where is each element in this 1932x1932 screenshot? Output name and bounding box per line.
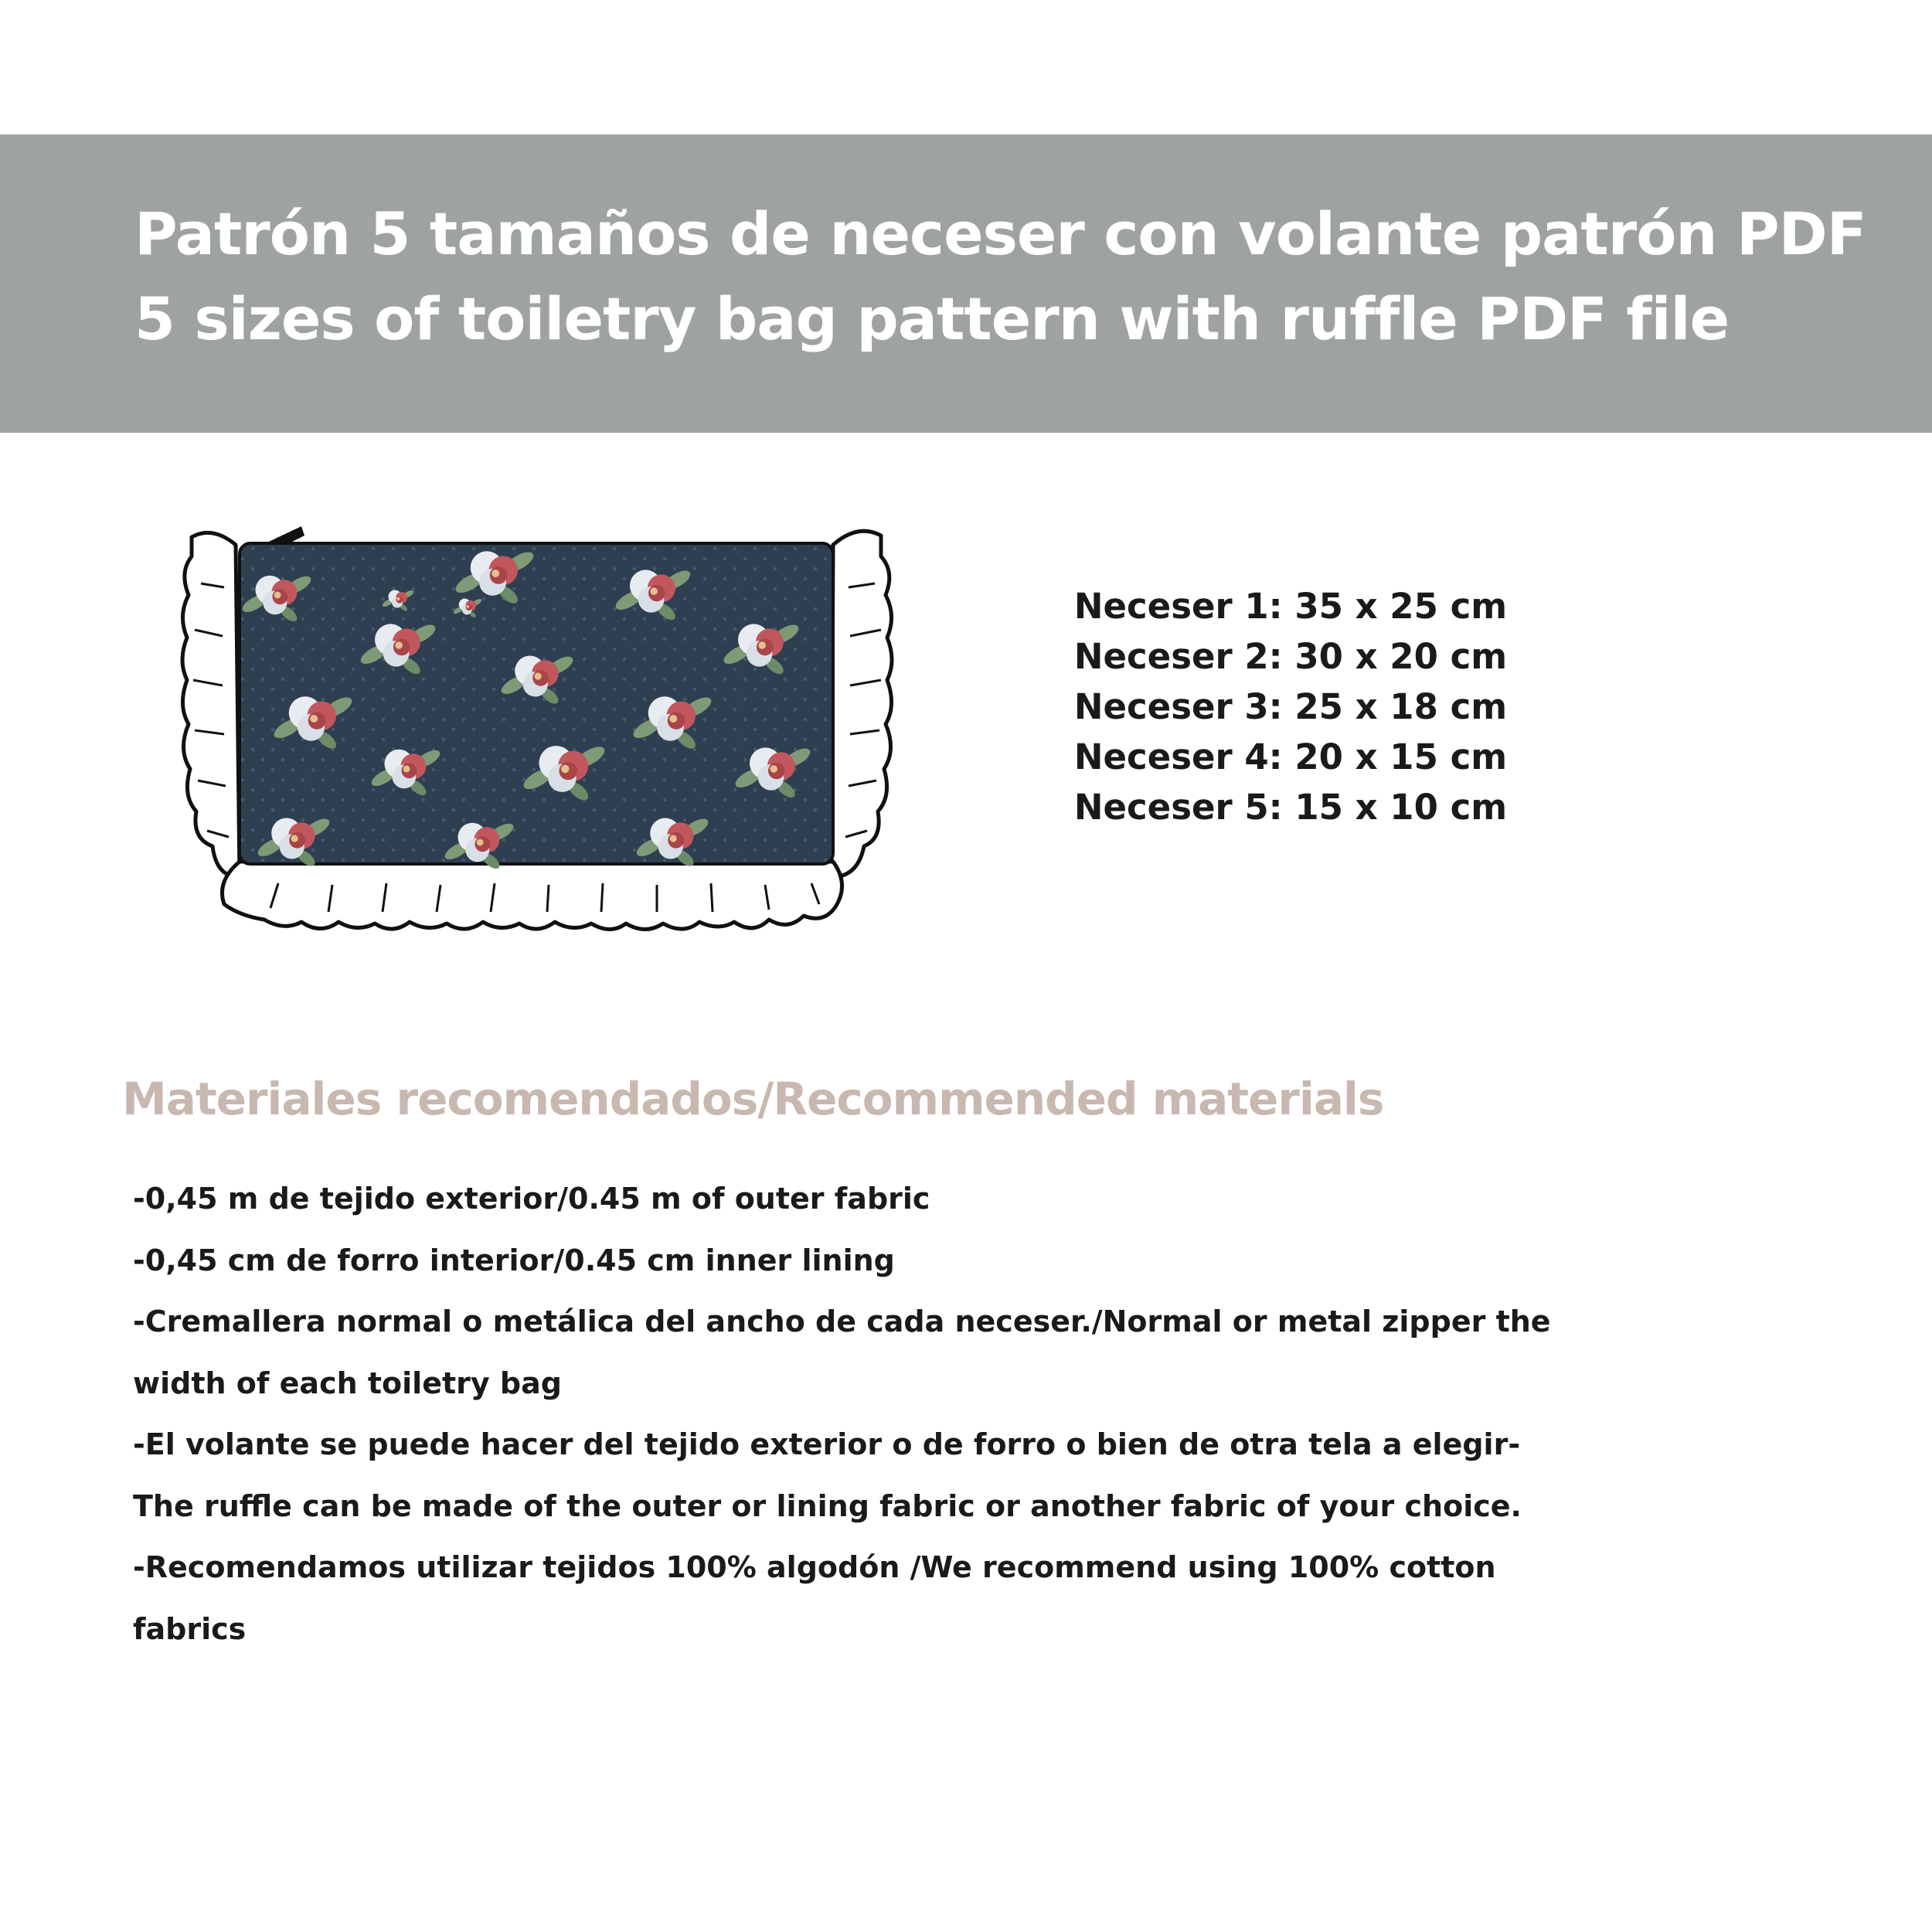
materials-line: width of each toiletry bag <box>133 1366 562 1400</box>
right-ruffle <box>832 531 892 877</box>
materials-line: The ruffle can be made of the outer or lining fabric or another fabric of your choice. <box>133 1488 1522 1523</box>
title-english: 5 sizes of toiletry bag pattern with ruffle PDF file <box>134 284 1730 353</box>
size-item: Neceser 2: 30 x 20 cm <box>1073 636 1508 677</box>
header-banner <box>0 134 1932 433</box>
materials-list <box>133 1168 1551 1660</box>
materials-line: -Recomendamos utilizar tejidos 100% algodón /We recommend using 100% cotton <box>133 1550 1496 1584</box>
materials-line: fabrics <box>133 1611 247 1646</box>
materials-line: -El volante se puede hacer del tejido exterior o de forro o bien de otra tela a elegir- <box>133 1427 1521 1461</box>
toiletry-bag-illustration <box>178 514 896 939</box>
bottom-ruffle <box>223 862 842 930</box>
title-spanish: Patrón 5 tamaños de neceser con volante patrón PDF <box>134 199 1866 268</box>
size-item: Neceser 3: 25 x 18 cm <box>1073 686 1508 727</box>
size-item: Neceser 1: 35 x 25 cm <box>1073 586 1508 627</box>
materials-heading: Materiales recomendados/Recommended materials <box>122 1073 1384 1125</box>
materials-line: -Cremallera normal o metálica del ancho de cada neceser./Normal or metal zipper the <box>133 1304 1551 1338</box>
materials-line: -0,45 cm de forro interior/0.45 cm inner lining <box>133 1243 895 1277</box>
size-item: Neceser 5: 15 x 10 cm <box>1073 787 1508 828</box>
sizes-list <box>1066 581 1515 832</box>
size-item: Neceser 4: 20 x 15 cm <box>1073 736 1508 777</box>
materials-line: -0,45 m de tejido exterior/0.45 m of outer fabric <box>133 1182 930 1216</box>
